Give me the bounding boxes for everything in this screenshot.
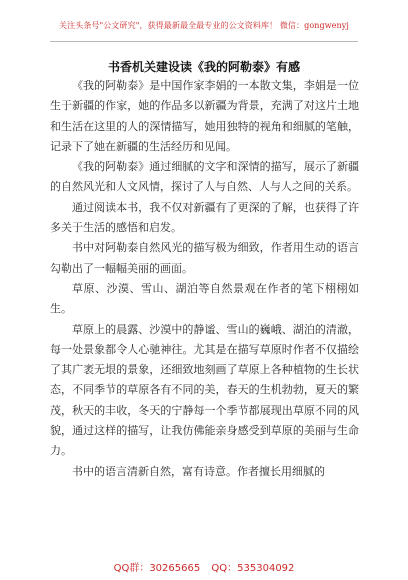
paragraph: 草原、沙漠、雪山、湖泊等自然景观在作者的笔下栩栩如生。: [50, 281, 359, 316]
paragraph: 书中的语言清新自然，富有诗意。作者擅长用细腻的: [72, 464, 325, 478]
footer-contact: [0, 559, 408, 574]
paragraph: 《我的阿勒泰》通过细腻的文字和深情的描写，展示了新疆的自然风光和人文风情，探讨了人与自然、人与人之间的关系。: [50, 160, 359, 194]
header-note: 关注头条号"公文研究"，获得最新最全最专业的公文资料库！ 微信：gongwenyj: [59, 21, 349, 30]
header-divider: [50, 41, 358, 42]
paragraph: 草原上的晨露、沙漠中的静谧、雪山的巍峨、湖泊的清澈，每一处景象都令人心驰神往。尤其是在描写草原时作者不仅描绘了其广袤无垠的景象，还细致地刻画了草原上各种植物的生长状态，不同季节的草原各有不同的美，春天的生机勃勃，夏天的繁茂，秋天的丰收，冬天的宁静每一个季节都展现出草原不同的风貌，通过这样的描写，让我仿佛能亲身感受到草原的美丽与生命力。: [50, 322, 359, 458]
footer-qq: QQ：535304092: [211, 563, 295, 574]
footer-qq-group: QQ群：30265665: [113, 563, 201, 574]
paragraph: 《我的阿勒泰》是中国作家李娟的一本散文集，李娟是一位生于新疆的作家，她的作品多以新疆为背景，充满了对这片土地和生活在这里的人的深情描写，她用独特的视角和细腻的笔触，记录下了她在新疆的生活经历和见闻。: [50, 79, 359, 153]
paragraph: 通过阅读本书，我不仅对新疆有了更深的了解，也获得了许多关于生活的感悟和启发。: [50, 200, 359, 235]
paragraph: 书中对阿勒泰自然风光的描写极为细致，作者用生动的语言勾勒出了一幅幅美丽的画面。: [50, 241, 359, 275]
document-title: 书香机关建设读《我的阿勒泰》有感: [107, 60, 300, 74]
document-body: [50, 76, 359, 482]
